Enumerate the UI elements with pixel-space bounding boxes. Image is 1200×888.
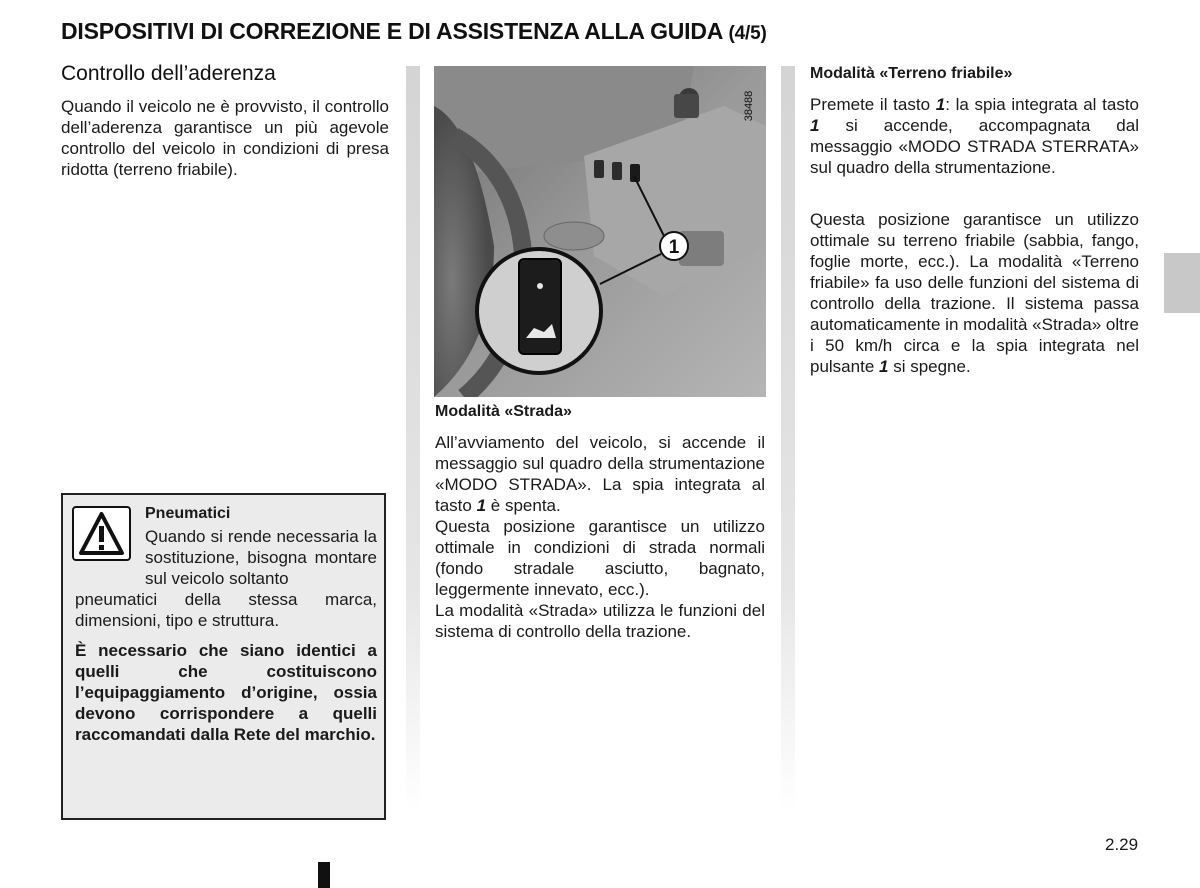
- key-ref: 1: [476, 496, 487, 515]
- page-number: 2.29: [1105, 835, 1139, 854]
- mode-loose-p1: Premete il tasto 1: la spia integrata al tasto 1 si accende, accompagnata dal messaggio «MODO STRADA STERRATA» sul quadro della strumentazione.: [810, 95, 1139, 177]
- mode-loose-subtitle: Modalità «Terreno friabile»: [810, 65, 1013, 82]
- figure-code: 38488: [743, 90, 755, 122]
- column-separator-left: [406, 66, 420, 811]
- mode-road-text: [435, 432, 765, 642]
- section-title: Controllo dell’aderenza: [61, 62, 276, 85]
- page-title-text: DISPOSITIVI DI CORREZIONE E DI ASSISTENZA ALLA GUIDA: [61, 18, 723, 44]
- mode-loose-p2: Questa posizione garantisce un utilizzo ottimale su terreno friabile (sabbia, fango, foglie morte, ecc.). La modalità «Terreno friabile» fa uso delle funzioni del sistema di controllo della trazione. Il sistema passa automaticamente in modalità «Strada» oltre i 50 km/h circa e la spia integrata nel pulsante 1 si spegne.: [810, 210, 1139, 376]
- intro-paragraph: Quando il veicolo ne è provvisto, il controllo dell’aderenza garantisce un più agevole controllo del veicolo in condizioni di presa ridotta (terreno friabile).: [61, 97, 389, 179]
- chapter-tab: [1164, 253, 1200, 313]
- warning-text-1b: pneumatici della stessa marca, dimensioni, tipo e struttura.: [75, 590, 377, 630]
- key-ref: 1: [879, 357, 889, 376]
- key-ref: 1: [810, 116, 820, 135]
- mode-road-p3: La modalità «Strada» utilizza le funzioni del sistema di controllo della trazione.: [435, 601, 765, 641]
- warning-text-2: È necessario che siano identici a quelli che costituiscono l’equipaggiamento d’origine, ossia devono corrispondere a quelli raccomandati dalla Rete del marchio.: [75, 641, 377, 744]
- dashboard-photo: [434, 66, 766, 397]
- page-title: [61, 18, 767, 45]
- figure-callout: 1: [668, 237, 680, 258]
- warning-box: [61, 493, 386, 820]
- mode-road-p2: Questa posizione garantisce un utilizzo ottimale in condizioni di strada normali (fondo stradale asciutto, bagnato, leggermente innevato, ecc.).: [435, 517, 765, 599]
- warning-triangle-icon: [72, 506, 131, 561]
- warning-heading: Pneumatici: [145, 505, 231, 522]
- page-title-suffix: (4/5): [728, 23, 767, 44]
- footer-mark: [318, 862, 330, 888]
- warning-text-1a: Quando si rende necessaria la sostituzione, bisogna montare sul veicolo soltanto: [145, 527, 377, 588]
- key-ref: 1: [935, 95, 946, 114]
- mode-road-p1: All’avviamento del veicolo, si accende il messaggio sul quadro della strumentazione «MODO STRADA». La spia integrata al tasto 1 è spenta.: [435, 433, 765, 515]
- mode-road-subtitle: Modalità «Strada»: [435, 403, 572, 420]
- column-separator-right: [781, 66, 795, 811]
